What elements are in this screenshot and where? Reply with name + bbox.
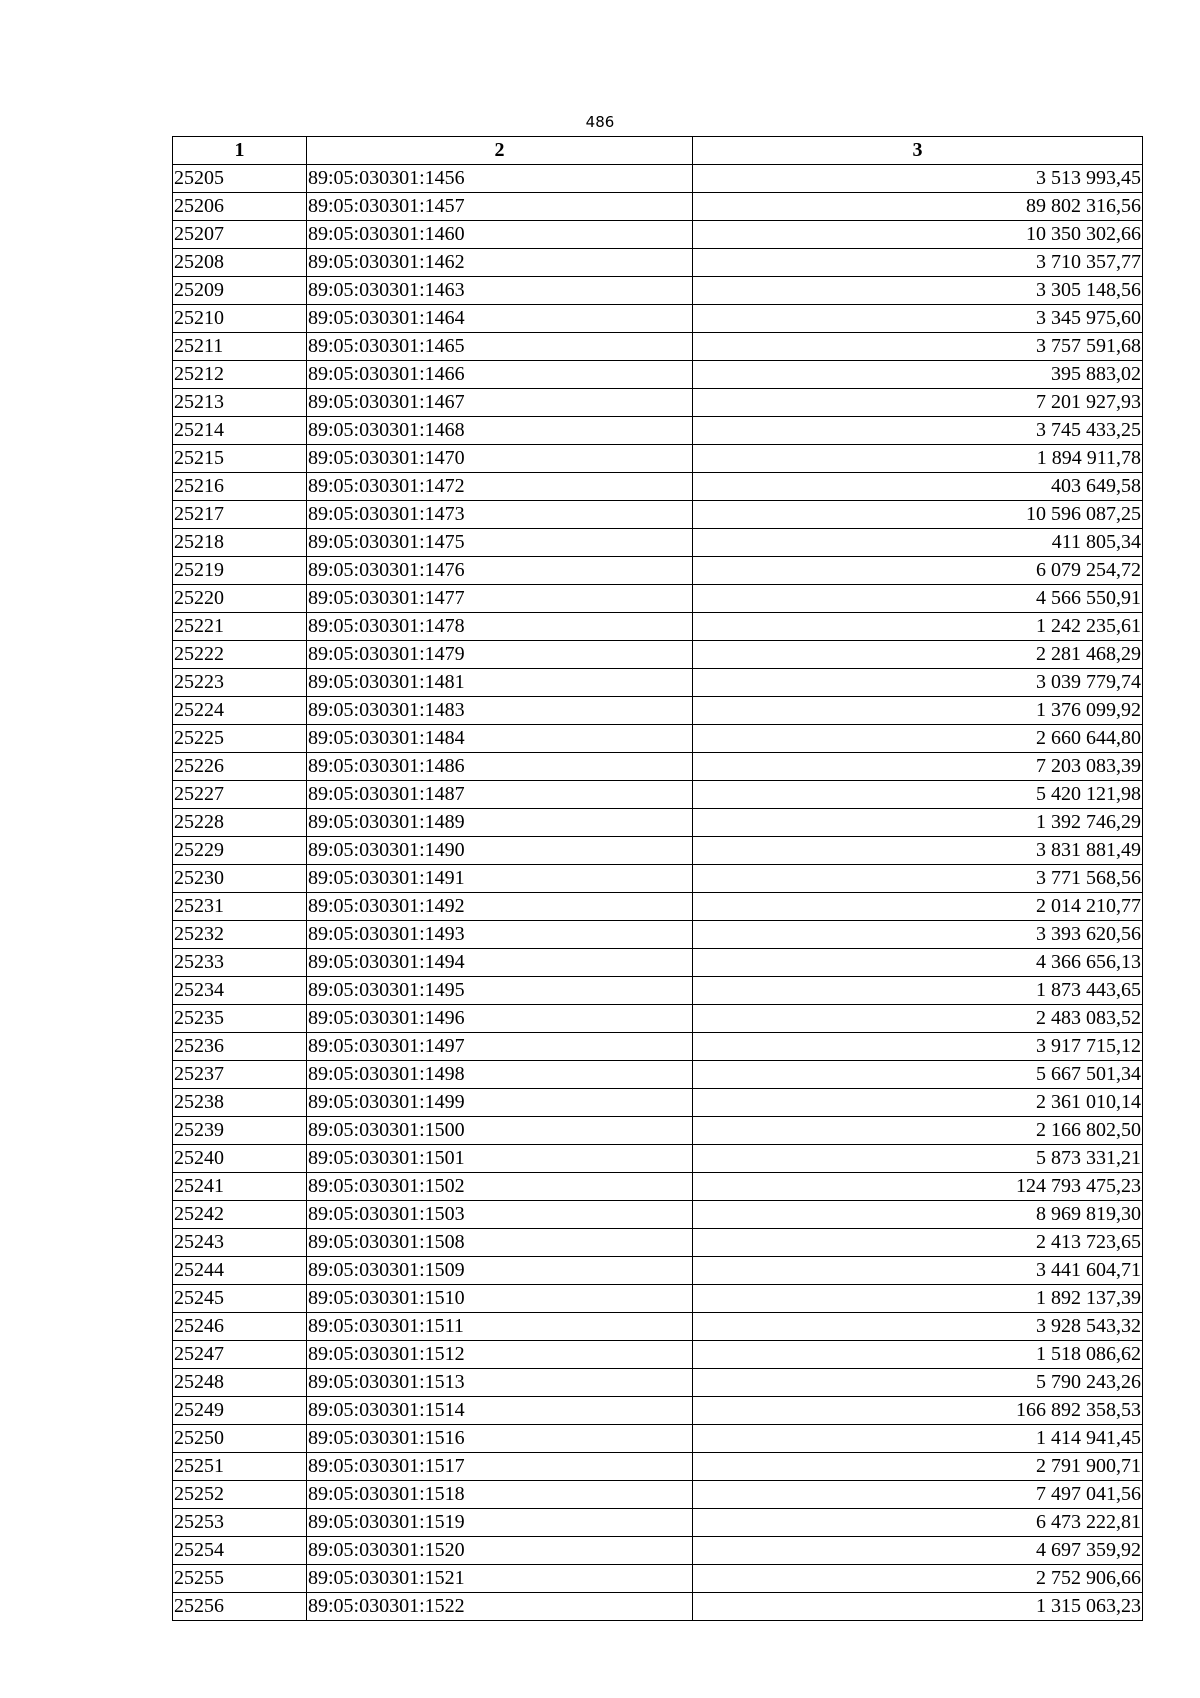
value-cell: 3 305 148,56 xyxy=(693,277,1143,305)
cadastral-number-cell: 89:05:030301:1466 xyxy=(307,361,693,389)
table-row xyxy=(173,837,1143,865)
table-row xyxy=(173,417,1143,445)
table-row xyxy=(173,1257,1143,1285)
cadastral-number-cell: 89:05:030301:1462 xyxy=(307,249,693,277)
row-number-cell: 25256 xyxy=(173,1593,307,1621)
value-cell: 8 969 819,30 xyxy=(693,1201,1143,1229)
table-row xyxy=(173,1453,1143,1481)
value-cell: 3 831 881,49 xyxy=(693,837,1143,865)
row-number-cell: 25208 xyxy=(173,249,307,277)
value-cell: 2 281 468,29 xyxy=(693,641,1143,669)
value-cell: 1 892 137,39 xyxy=(693,1285,1143,1313)
header-row xyxy=(173,137,1143,165)
cadastral-number-cell: 89:05:030301:1521 xyxy=(307,1565,693,1593)
value-cell: 7 203 083,39 xyxy=(693,753,1143,781)
row-number-cell: 25223 xyxy=(173,669,307,697)
table-row xyxy=(173,1369,1143,1397)
table-row xyxy=(173,865,1143,893)
row-number-cell: 25237 xyxy=(173,1061,307,1089)
row-number-cell: 25213 xyxy=(173,389,307,417)
row-number-cell: 25250 xyxy=(173,1425,307,1453)
value-cell: 1 518 086,62 xyxy=(693,1341,1143,1369)
row-number-cell: 25247 xyxy=(173,1341,307,1369)
cadastral-number-cell: 89:05:030301:1491 xyxy=(307,865,693,893)
table-row xyxy=(173,781,1143,809)
cadastral-number-cell: 89:05:030301:1465 xyxy=(307,333,693,361)
cadastral-number-cell: 89:05:030301:1463 xyxy=(307,277,693,305)
column-header-3: 3 xyxy=(693,137,1143,165)
value-cell: 1 392 746,29 xyxy=(693,809,1143,837)
cadastral-number-cell: 89:05:030301:1467 xyxy=(307,389,693,417)
value-cell: 2 752 906,66 xyxy=(693,1565,1143,1593)
row-number-cell: 25255 xyxy=(173,1565,307,1593)
table-row xyxy=(173,949,1143,977)
row-number-cell: 25210 xyxy=(173,305,307,333)
value-cell: 1 376 099,92 xyxy=(693,697,1143,725)
row-number-cell: 25224 xyxy=(173,697,307,725)
table-row xyxy=(173,529,1143,557)
table-row xyxy=(173,1089,1143,1117)
row-number-cell: 25236 xyxy=(173,1033,307,1061)
value-cell: 1 242 235,61 xyxy=(693,613,1143,641)
value-cell: 5 790 243,26 xyxy=(693,1369,1143,1397)
row-number-cell: 25222 xyxy=(173,641,307,669)
cadastral-number-cell: 89:05:030301:1510 xyxy=(307,1285,693,1313)
value-cell: 6 079 254,72 xyxy=(693,557,1143,585)
table-row xyxy=(173,1229,1143,1257)
table-row xyxy=(173,1481,1143,1509)
row-number-cell: 25206 xyxy=(173,193,307,221)
value-cell: 124 793 475,23 xyxy=(693,1173,1143,1201)
cadastral-number-cell: 89:05:030301:1501 xyxy=(307,1145,693,1173)
table-row xyxy=(173,921,1143,949)
table-row xyxy=(173,669,1143,697)
row-number-cell: 25221 xyxy=(173,613,307,641)
cadastral-number-cell: 89:05:030301:1475 xyxy=(307,529,693,557)
cadastral-number-cell: 89:05:030301:1472 xyxy=(307,473,693,501)
cadastral-number-cell: 89:05:030301:1484 xyxy=(307,725,693,753)
row-number-cell: 25244 xyxy=(173,1257,307,1285)
cadastral-number-cell: 89:05:030301:1481 xyxy=(307,669,693,697)
table-header xyxy=(173,137,1143,165)
cadastral-number-cell: 89:05:030301:1497 xyxy=(307,1033,693,1061)
cadastral-number-cell: 89:05:030301:1460 xyxy=(307,221,693,249)
cadastral-number-cell: 89:05:030301:1489 xyxy=(307,809,693,837)
value-cell: 1 414 941,45 xyxy=(693,1425,1143,1453)
cadastral-number-cell: 89:05:030301:1479 xyxy=(307,641,693,669)
value-cell: 7 497 041,56 xyxy=(693,1481,1143,1509)
row-number-cell: 25249 xyxy=(173,1397,307,1425)
table-row xyxy=(173,893,1143,921)
cadastral-number-cell: 89:05:030301:1500 xyxy=(307,1117,693,1145)
cadastral-number-cell: 89:05:030301:1477 xyxy=(307,585,693,613)
value-cell: 5 873 331,21 xyxy=(693,1145,1143,1173)
row-number-cell: 25211 xyxy=(173,333,307,361)
cadastral-number-cell: 89:05:030301:1468 xyxy=(307,417,693,445)
column-header-2: 2 xyxy=(307,137,693,165)
value-cell: 3 393 620,56 xyxy=(693,921,1143,949)
value-cell: 4 366 656,13 xyxy=(693,949,1143,977)
value-cell: 5 667 501,34 xyxy=(693,1061,1143,1089)
row-number-cell: 25205 xyxy=(173,165,307,193)
table-row xyxy=(173,361,1143,389)
value-cell: 403 649,58 xyxy=(693,473,1143,501)
table-row xyxy=(173,697,1143,725)
cadastral-number-cell: 89:05:030301:1456 xyxy=(307,165,693,193)
table-row xyxy=(173,221,1143,249)
value-cell: 10 596 087,25 xyxy=(693,501,1143,529)
cadastral-number-cell: 89:05:030301:1486 xyxy=(307,753,693,781)
table-row xyxy=(173,1033,1143,1061)
value-cell: 3 710 357,77 xyxy=(693,249,1143,277)
row-number-cell: 25253 xyxy=(173,1509,307,1537)
row-number-cell: 25207 xyxy=(173,221,307,249)
value-cell: 4 566 550,91 xyxy=(693,585,1143,613)
cadastral-number-cell: 89:05:030301:1478 xyxy=(307,613,693,641)
table-row xyxy=(173,249,1143,277)
row-number-cell: 25220 xyxy=(173,585,307,613)
table-row xyxy=(173,1201,1143,1229)
cadastral-number-cell: 89:05:030301:1496 xyxy=(307,1005,693,1033)
row-number-cell: 25235 xyxy=(173,1005,307,1033)
table-row xyxy=(173,1397,1143,1425)
table-row xyxy=(173,1537,1143,1565)
cadastral-number-cell: 89:05:030301:1492 xyxy=(307,893,693,921)
value-cell: 2 166 802,50 xyxy=(693,1117,1143,1145)
cadastral-number-cell: 89:05:030301:1494 xyxy=(307,949,693,977)
row-number-cell: 25251 xyxy=(173,1453,307,1481)
row-number-cell: 25230 xyxy=(173,865,307,893)
row-number-cell: 25216 xyxy=(173,473,307,501)
value-cell: 2 014 210,77 xyxy=(693,893,1143,921)
row-number-cell: 25218 xyxy=(173,529,307,557)
table-row xyxy=(173,1005,1143,1033)
row-number-cell: 25232 xyxy=(173,921,307,949)
row-number-cell: 25215 xyxy=(173,445,307,473)
table-body xyxy=(173,165,1143,1621)
table-row xyxy=(173,389,1143,417)
row-number-cell: 25214 xyxy=(173,417,307,445)
table-row xyxy=(173,613,1143,641)
value-cell: 10 350 302,66 xyxy=(693,221,1143,249)
row-number-cell: 25231 xyxy=(173,893,307,921)
table-row xyxy=(173,557,1143,585)
cadastral-number-cell: 89:05:030301:1495 xyxy=(307,977,693,1005)
table-row xyxy=(173,725,1143,753)
table-row xyxy=(173,277,1143,305)
value-cell: 2 413 723,65 xyxy=(693,1229,1143,1257)
table-row xyxy=(173,473,1143,501)
value-cell: 395 883,02 xyxy=(693,361,1143,389)
cadastral-number-cell: 89:05:030301:1514 xyxy=(307,1397,693,1425)
value-cell: 3 917 715,12 xyxy=(693,1033,1143,1061)
table-row xyxy=(173,1341,1143,1369)
value-cell: 3 757 591,68 xyxy=(693,333,1143,361)
cadastral-number-cell: 89:05:030301:1503 xyxy=(307,1201,693,1229)
value-cell: 2 483 083,52 xyxy=(693,1005,1143,1033)
row-number-cell: 25248 xyxy=(173,1369,307,1397)
row-number-cell: 25242 xyxy=(173,1201,307,1229)
cadastral-number-cell: 89:05:030301:1522 xyxy=(307,1593,693,1621)
table-row xyxy=(173,1145,1143,1173)
cadastral-number-cell: 89:05:030301:1520 xyxy=(307,1537,693,1565)
table-row xyxy=(173,193,1143,221)
column-header-1: 1 xyxy=(173,137,307,165)
table-row xyxy=(173,1061,1143,1089)
cadastral-number-cell: 89:05:030301:1457 xyxy=(307,193,693,221)
cadastral-number-cell: 89:05:030301:1498 xyxy=(307,1061,693,1089)
value-cell: 2 361 010,14 xyxy=(693,1089,1143,1117)
cadastral-number-cell: 89:05:030301:1517 xyxy=(307,1453,693,1481)
row-number-cell: 25227 xyxy=(173,781,307,809)
table-row xyxy=(173,753,1143,781)
cadastral-number-cell: 89:05:030301:1493 xyxy=(307,921,693,949)
row-number-cell: 25229 xyxy=(173,837,307,865)
cadastral-number-cell: 89:05:030301:1519 xyxy=(307,1509,693,1537)
value-cell: 2 660 644,80 xyxy=(693,725,1143,753)
cadastral-number-cell: 89:05:030301:1511 xyxy=(307,1313,693,1341)
cadastral-number-cell: 89:05:030301:1470 xyxy=(307,445,693,473)
table-row xyxy=(173,333,1143,361)
row-number-cell: 25233 xyxy=(173,949,307,977)
row-number-cell: 25234 xyxy=(173,977,307,1005)
row-number-cell: 25254 xyxy=(173,1537,307,1565)
value-cell: 4 697 359,92 xyxy=(693,1537,1143,1565)
value-cell: 1 315 063,23 xyxy=(693,1593,1143,1621)
value-cell: 3 513 993,45 xyxy=(693,165,1143,193)
table-row xyxy=(173,1593,1143,1621)
value-cell: 1 894 911,78 xyxy=(693,445,1143,473)
table-row xyxy=(173,809,1143,837)
table-row xyxy=(173,1425,1143,1453)
value-cell: 5 420 121,98 xyxy=(693,781,1143,809)
table-row xyxy=(173,1509,1143,1537)
table-row xyxy=(173,1117,1143,1145)
page-number: 486 xyxy=(585,113,615,131)
cadastral-number-cell: 89:05:030301:1487 xyxy=(307,781,693,809)
row-number-cell: 25245 xyxy=(173,1285,307,1313)
cadastral-number-cell: 89:05:030301:1516 xyxy=(307,1425,693,1453)
row-number-cell: 25217 xyxy=(173,501,307,529)
table-row xyxy=(173,165,1143,193)
row-number-cell: 25243 xyxy=(173,1229,307,1257)
table-row xyxy=(173,305,1143,333)
row-number-cell: 25226 xyxy=(173,753,307,781)
cadastral-number-cell: 89:05:030301:1513 xyxy=(307,1369,693,1397)
table-row xyxy=(173,585,1143,613)
cadastral-number-cell: 89:05:030301:1499 xyxy=(307,1089,693,1117)
row-number-cell: 25228 xyxy=(173,809,307,837)
table-row xyxy=(173,641,1143,669)
row-number-cell: 25212 xyxy=(173,361,307,389)
table-row xyxy=(173,1285,1143,1313)
cadastral-number-cell: 89:05:030301:1483 xyxy=(307,697,693,725)
row-number-cell: 25209 xyxy=(173,277,307,305)
cadastral-number-cell: 89:05:030301:1518 xyxy=(307,1481,693,1509)
value-cell: 1 873 443,65 xyxy=(693,977,1143,1005)
value-cell: 3 441 604,71 xyxy=(693,1257,1143,1285)
cadastral-number-cell: 89:05:030301:1508 xyxy=(307,1229,693,1257)
value-cell: 89 802 316,56 xyxy=(693,193,1143,221)
cadastral-number-cell: 89:05:030301:1509 xyxy=(307,1257,693,1285)
value-cell: 6 473 222,81 xyxy=(693,1509,1143,1537)
cadastral-number-cell: 89:05:030301:1502 xyxy=(307,1173,693,1201)
value-cell: 7 201 927,93 xyxy=(693,389,1143,417)
registry-table xyxy=(172,136,1143,1621)
row-number-cell: 25219 xyxy=(173,557,307,585)
cadastral-number-cell: 89:05:030301:1473 xyxy=(307,501,693,529)
row-number-cell: 25225 xyxy=(173,725,307,753)
value-cell: 3 345 975,60 xyxy=(693,305,1143,333)
cadastral-number-cell: 89:05:030301:1490 xyxy=(307,837,693,865)
row-number-cell: 25252 xyxy=(173,1481,307,1509)
value-cell: 3 928 543,32 xyxy=(693,1313,1143,1341)
table-row xyxy=(173,501,1143,529)
table-row xyxy=(173,1173,1143,1201)
table-row xyxy=(173,445,1143,473)
row-number-cell: 25240 xyxy=(173,1145,307,1173)
value-cell: 3 745 433,25 xyxy=(693,417,1143,445)
cadastral-number-cell: 89:05:030301:1512 xyxy=(307,1341,693,1369)
value-cell: 3 771 568,56 xyxy=(693,865,1143,893)
value-cell: 2 791 900,71 xyxy=(693,1453,1143,1481)
table-row xyxy=(173,1565,1143,1593)
row-number-cell: 25239 xyxy=(173,1117,307,1145)
row-number-cell: 25241 xyxy=(173,1173,307,1201)
row-number-cell: 25246 xyxy=(173,1313,307,1341)
row-number-cell: 25238 xyxy=(173,1089,307,1117)
value-cell: 166 892 358,53 xyxy=(693,1397,1143,1425)
cadastral-number-cell: 89:05:030301:1464 xyxy=(307,305,693,333)
cadastral-number-cell: 89:05:030301:1476 xyxy=(307,557,693,585)
value-cell: 411 805,34 xyxy=(693,529,1143,557)
value-cell: 3 039 779,74 xyxy=(693,669,1143,697)
table-row xyxy=(173,1313,1143,1341)
table-row xyxy=(173,977,1143,1005)
